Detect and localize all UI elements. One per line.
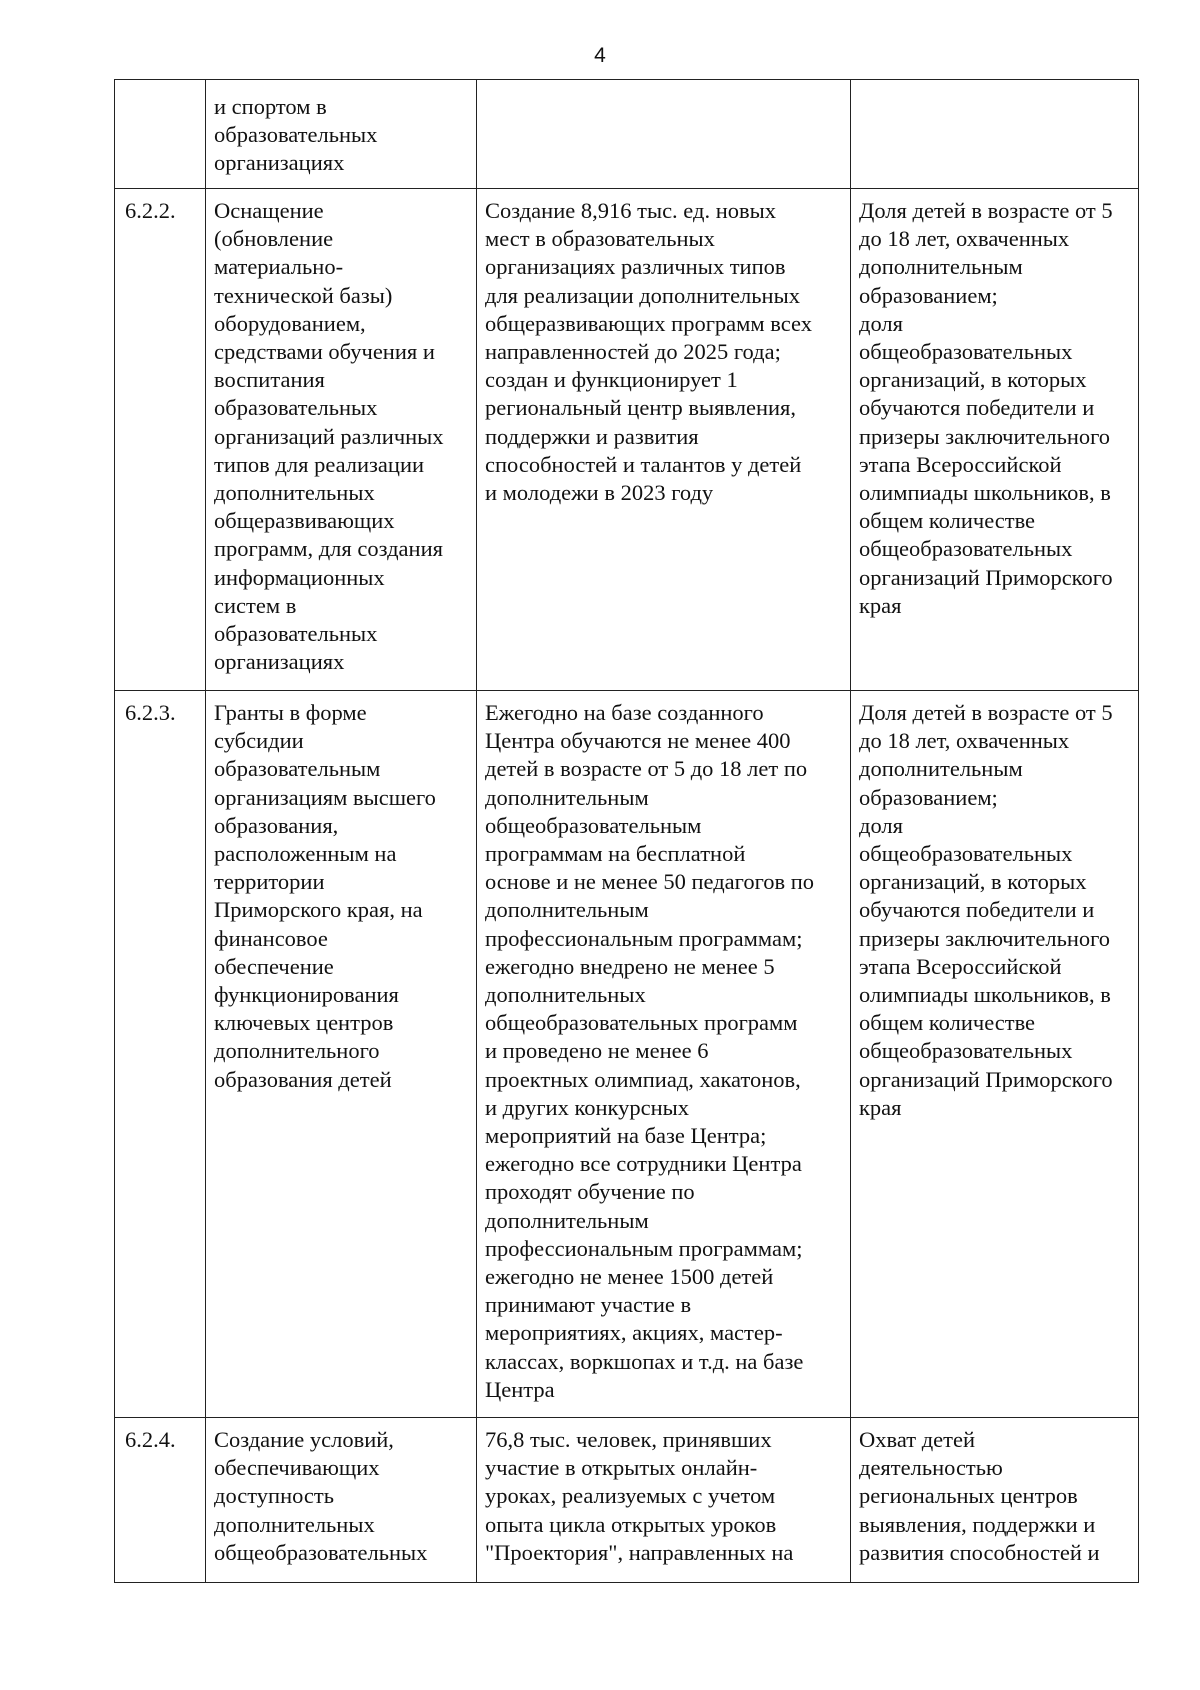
table-row <box>115 1418 1139 1583</box>
page-number: 4 <box>594 44 606 67</box>
indicator-cell <box>851 80 1139 189</box>
event-cell: и спортом в образовательных организациях <box>206 80 477 189</box>
row-number-cell: 6.2.3. <box>115 691 206 1418</box>
row-number-cell <box>115 80 206 189</box>
result-cell: Ежегодно на базе созданного Центра обучаются не менее 400 детей в возрасте от 5 до 18 лет по дополнительным общеобразовательным программам на бесплатной основе и не менее 50 педагогов по дополнительным профессиональным программам; ежегодно внедрено не менее 5 дополнительных общеобразовательных программ и проведено не менее 6 проектных олимпиад, хакатонов, и других конкурсных мероприятий на базе Центра; ежегодно все сотрудники Центра проходят обучение по дополнительным профессиональным программам; ежегодно не менее 1500 детей принимают участие в мероприятиях, акциях, мастер- классах, воркшопах и т.д. на базе Центра <box>477 691 851 1418</box>
measures-table <box>114 79 1139 1583</box>
event-cell: Оснащение (обновление материально- технической базы) оборудованием, средствами обучения и воспитания образовательных организаций различных типов для реализации дополнительных общеразвивающих программ, для создания информационных систем в образовательных организациях <box>206 189 477 691</box>
indicator-cell: Доля детей в возрасте от 5 до 18 лет, охваченных дополнительным образованием; доля общеобразовательных организаций, в которых обучаются победители и призеры заключительного этапа Всероссийской олимпиады школьников, в общем количестве общеобразовательных организаций Приморского края <box>851 691 1139 1418</box>
table-row <box>115 189 1139 691</box>
table-row <box>115 691 1139 1418</box>
indicator-cell: Охват детей деятельностью региональных центров выявления, поддержки и развития способностей и <box>851 1418 1139 1583</box>
event-cell: Создание условий, обеспечивающих доступность дополнительных общеобразовательных <box>206 1418 477 1583</box>
row-number-cell: 6.2.4. <box>115 1418 206 1583</box>
result-cell <box>477 80 851 189</box>
table-row <box>115 80 1139 189</box>
event-cell: Гранты в форме субсидии образовательным организациям высшего образования, расположенным на территории Приморского края, на финансовое обеспечение функционирования ключевых центров дополнительного образования детей <box>206 691 477 1418</box>
result-cell: 76,8 тыс. человек, принявших участие в открытых онлайн- уроках, реализуемых с учетом опыта цикла открытых уроков "Проектория", направленных на <box>477 1418 851 1583</box>
indicator-cell: Доля детей в возрасте от 5 до 18 лет, охваченных дополнительным образованием; доля общеобразовательных организаций, в которых обучаются победители и призеры заключительного этапа Всероссийской олимпиады школьников, в общем количестве общеобразовательных организаций Приморского края <box>851 189 1139 691</box>
result-cell: Создание 8,916 тыс. ед. новых мест в образовательных организациях различных типов для реализации дополнительных общеразвивающих программ всех направленностей до 2025 года; создан и функционирует 1 региональный центр выявления, поддержки и развития способностей и талантов у детей и молодежи в 2023 году <box>477 189 851 691</box>
row-number-cell: 6.2.2. <box>115 189 206 691</box>
